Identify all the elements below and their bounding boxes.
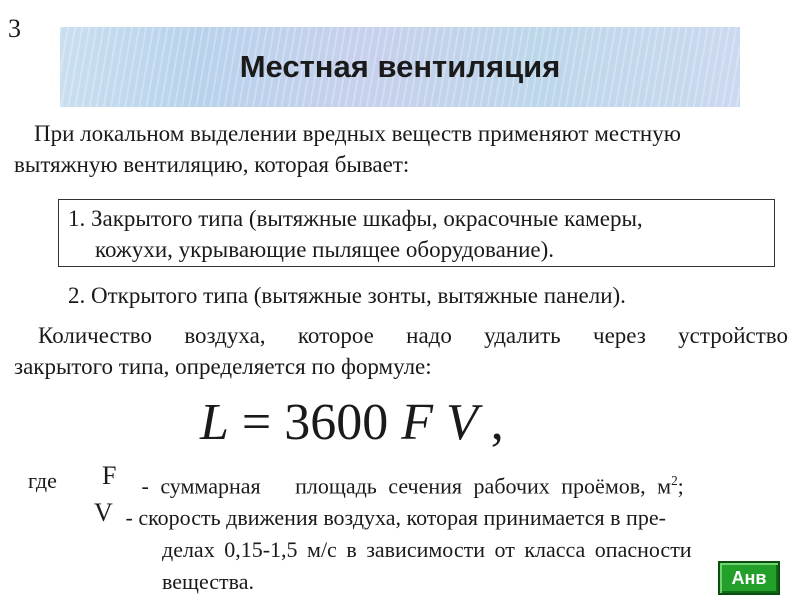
legend-where: где — [28, 468, 57, 493]
formula-comma: , — [477, 394, 504, 451]
legend-F-symbol: F — [102, 461, 117, 490]
legend-V-symbol: V — [94, 498, 113, 527]
list-item-open-type: 2. Открытого типа (вытяжные зонты, вытяжные панели). — [68, 283, 626, 308]
intro-paragraph — [14, 118, 794, 180]
formula-equals: = 3600 — [228, 394, 402, 451]
slide-number: 3 — [8, 14, 21, 43]
formula-V: V — [433, 394, 478, 451]
item1-line-2: кожухи, укрывающие пылящее оборудование). — [95, 237, 555, 262]
legend-V-line-1: - скорость движения воздуха, которая принимается в пре- — [120, 505, 666, 530]
list-item-closed-type — [68, 203, 768, 265]
legend-F-end: ; — [677, 473, 684, 499]
intro-line-1: При локальном выделении вредных веществ применяют местную — [34, 121, 681, 146]
item1-line-1: 1. Закрытого типа (вытяжные шкафы, окрасочные камеры, — [68, 206, 643, 231]
legend-V-line-2: делах 0,15-1,5 м/с в зависимости от класса опасности — [162, 537, 692, 562]
formula-F: F — [401, 394, 434, 451]
legend-F-unit-exponent: 2 — [671, 473, 678, 488]
slide-title: Местная вентиляция — [239, 49, 561, 84]
intro-line-2: вытяжную вентиляцию, которая бывает: — [14, 152, 410, 177]
formula — [200, 388, 504, 458]
nav-button[interactable]: Анв — [718, 561, 780, 595]
air-quantity-paragraph — [14, 320, 788, 382]
legend-F-text: - суммарная площадь сечения рабочих проёмов, м — [130, 473, 672, 499]
air-quantity-line-1: Количество воздуха, которое надо удалить через устройство — [38, 323, 788, 348]
legend-V-line-3: вещества. — [162, 569, 255, 594]
air-quantity-line-2: закрытого типа, определяется по формуле: — [14, 354, 432, 379]
title-banner — [60, 27, 740, 107]
formula-L: L — [200, 394, 229, 451]
legend-F-description — [130, 466, 792, 501]
